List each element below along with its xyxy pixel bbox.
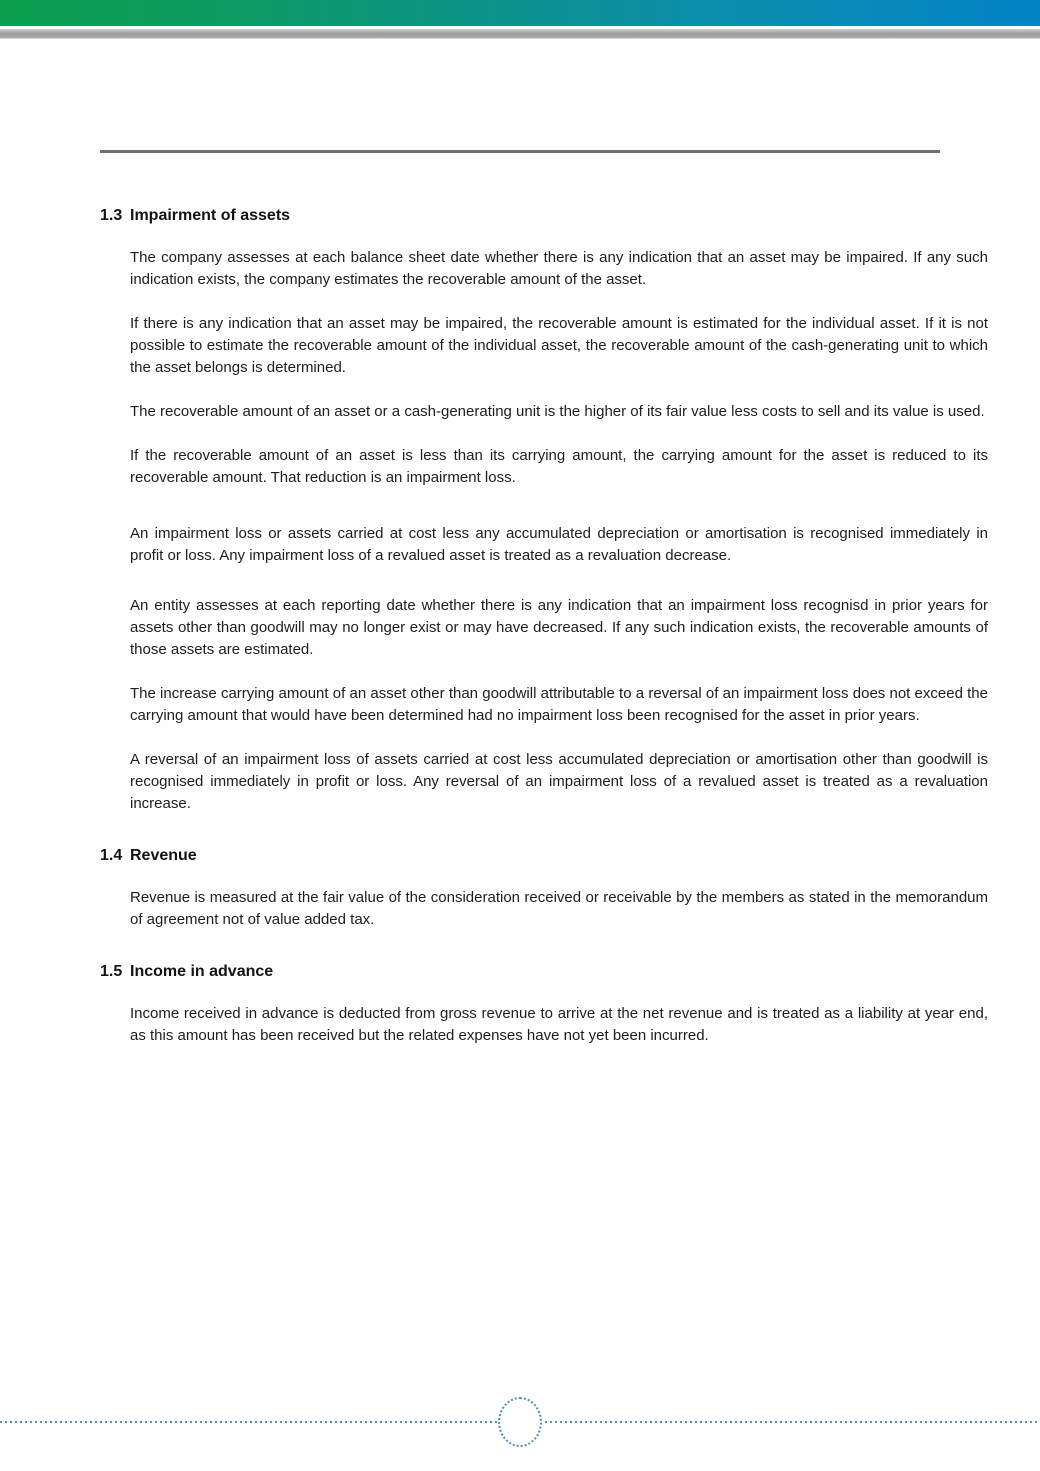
- header-divider-rule: [100, 150, 940, 153]
- header-gray-bar: [0, 29, 1040, 39]
- section-heading: [100, 845, 988, 867]
- section-number: 1.3: [100, 207, 123, 224]
- paragraph: Income received in advance is deducted from gross revenue to arrive at the net revenue and is treated as a liability at year end, as this amount has been received but the related expenses have not yet been incurred.: [130, 1005, 988, 1044]
- section-title: Income in advance: [130, 963, 274, 980]
- paragraph: An entity assesses at each reporting date whether there is any indication that an impairment loss recognisd in prior years for assets other than goodwill may no longer exist or may have decreased. If any such indication exists, the recoverable amounts of those assets are estimated.: [130, 597, 988, 658]
- paragraph: An impairment loss or assets carried at cost less any accumulated depreciation or amortisation is recognised immediately in profit or loss. Any impairment loss of a revalued asset is treated as a revaluation decrease.: [130, 525, 988, 564]
- section-title: Impairment of assets: [130, 207, 291, 224]
- paragraph: The increase carrying amount of an asset other than goodwill attributable to a reversal of an impairment loss does not exceed the carrying amount that would have been determined had no impairment loss been recognised for the asset in prior years.: [130, 685, 988, 724]
- document-body: [100, 150, 988, 1047]
- section-number: 1.4: [100, 847, 123, 864]
- header-gradient-bar: [0, 0, 1040, 26]
- section-revenue: [100, 845, 988, 931]
- paragraph: If there is any indication that an asset may be impaired, the recoverable amount is estimated for the individual asset. If it is not possible to estimate the recoverable amount of the individual asset, the recoverable amount of the cash-generating unit to which the asset belongs is determined.: [130, 315, 988, 376]
- paragraph: If the recoverable amount of an asset is less than its carrying amount, the carrying amount for the asset is reduced to its recoverable amount. That reduction is an impairment loss.: [130, 447, 988, 486]
- section-heading: [100, 961, 988, 983]
- section-number: 1.5: [100, 963, 123, 980]
- paragraph: Revenue is measured at the fair value of the consideration received or receivable by the members as stated in the memorandum of agreement not of value added tax.: [130, 889, 988, 928]
- section-title: Revenue: [130, 847, 197, 864]
- section-income-in-advance: [100, 961, 988, 1047]
- paragraph: The recoverable amount of an asset or a cash-generating unit is the higher of its fair value less costs to sell and its value is used.: [130, 403, 985, 420]
- section-impairment-of-assets: [100, 205, 988, 815]
- section-heading: [100, 205, 988, 227]
- footer-circle-decoration: [498, 1397, 542, 1447]
- paragraph: A reversal of an impairment loss of assets carried at cost less accumulated depreciation or amortisation other than goodwill is recognised immediately in profit or loss. Any reversal of an impairment loss of a revalued asset is treated as a revaluation increase.: [130, 751, 988, 812]
- paragraph: The company assesses at each balance sheet date whether there is any indication that an asset may be impaired. If any such indication exists, the company estimates the recoverable amount of the asset.: [130, 249, 988, 288]
